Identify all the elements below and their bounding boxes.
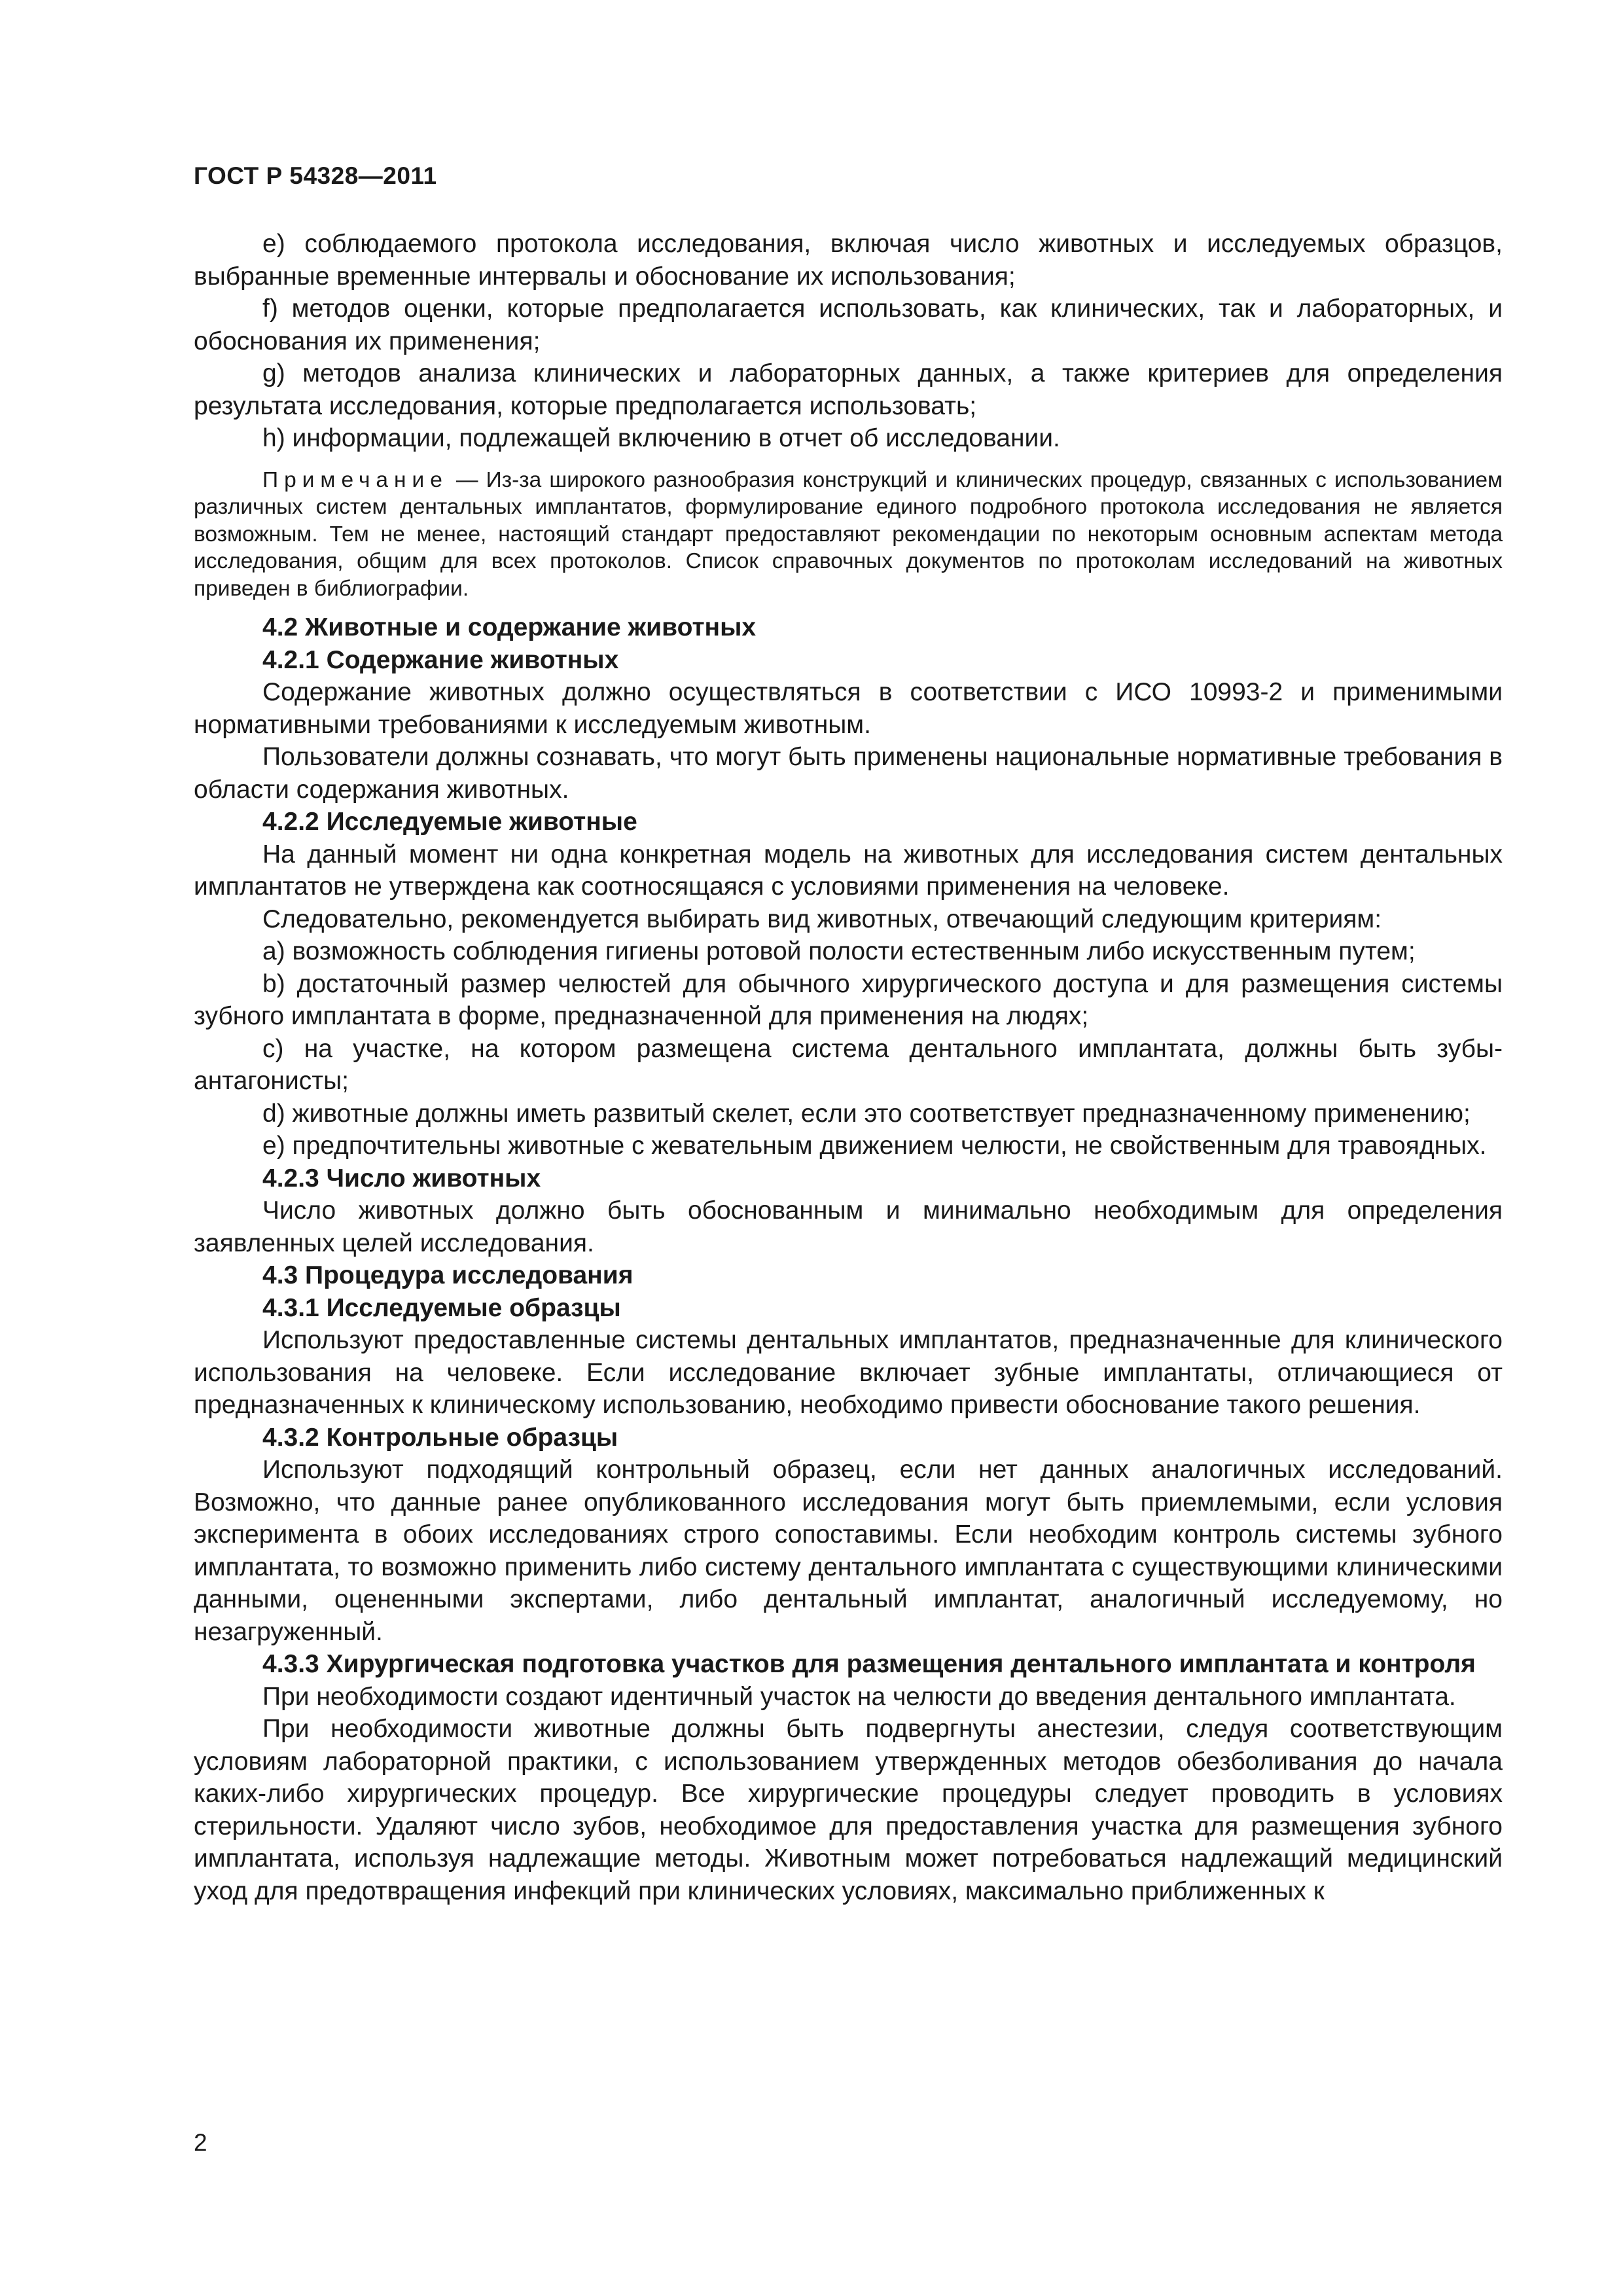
list-item-h: h) информации, подлежащей включению в отчет об исследовании. (262, 424, 1060, 452)
section-4-2-3-heading: 4.2.3 Число животных (262, 1164, 541, 1193)
list-item-g: g) методов анализа клинических и лабораторных данных, а также критериев для определения результата исследования, которые предполагается использовать; (194, 359, 1503, 420)
paragraph: Используют предоставленные системы дентальных имплантатов, предназначенные для клинического использования на человеке. Если исследование включает зубные имплантаты, отличающиеся от предназначенных к клиническому использованию, необходимо привести обоснование такого решения. (194, 1326, 1503, 1419)
paragraph: Число животных должно быть обоснованным и минимально необходимым для определения заявленных целей исследования. (194, 1196, 1503, 1257)
note-label: Примечание (262, 467, 448, 492)
section-4-2-2-heading: 4.2.2 Исследуемые животные (262, 808, 637, 836)
paragraph: При необходимости создают идентичный участок на челюсти до введения дентального имплантата. (262, 1682, 1456, 1711)
criteria-item-d: d) животные должны иметь развитый скелет, если это соответствует предназначенному применению; (262, 1099, 1471, 1128)
document-header: ГОСТ Р 54328—2011 (194, 162, 437, 189)
criteria-item-e: e) предпочтительны животные с жевательным движением челюсти, не свойственным для травоядных. (262, 1132, 1487, 1160)
section-4-2-1-heading: 4.2.1 Содержание животных (262, 645, 619, 674)
note-text: — Из-за широкого разнообразия конструкций и клинических процедур, связанных с использованием различных систем дентальных имплантатов, формулирование единого подробного протокола исследования не является возможным. Тем не менее, настоящий стандарт предоставляют рекомендации по некоторым основным аспектам метода исследования, общим для всех протоколов. Список справочных документов по протоколам исследований на животных приведен в библиографии. (194, 467, 1503, 601)
section-4-3-3-heading: 4.3.3 Хирургическая подготовка участков для размещения дентального имплантата и контроля (262, 1650, 1476, 1678)
criteria-item-c: c) на участке, на котором размещена система дентального имплантата, должны быть зубы-антагонисты; (194, 1034, 1503, 1095)
note-paragraph (194, 467, 1503, 603)
section-4-3-2-heading: 4.3.2 Контрольные образцы (262, 1423, 618, 1452)
page-number: 2 (194, 2129, 207, 2156)
paragraph: Используют подходящий контрольный образец, если нет данных аналогичных исследований. Возможно, что данные ранее опубликованного исследования могут быть приемлемыми, если условия эксперимента в обоих исследованиях строго сопоставимы. Если необходим контроль системы зубного имплантата, то возможно применить либо систему дентального имплантата с существующими клиническими данными, оцененными экспертами, либо дентальный имплантат, аналогичный исследуемому, но незагруженный. (194, 1456, 1503, 1646)
paragraph: На данный момент ни одна конкретная модель на животных для исследования систем дентальных имплантатов не утверждена как соотносящаяся с условиями применения на человеке. (194, 840, 1503, 901)
paragraph: Содержание животных должно осуществляться в соответствии с ИСО 10993-2 и применимыми нормативными требованиями к исследуемым животным. (194, 678, 1503, 739)
page-body (194, 228, 1503, 1907)
section-4-3-heading: 4.3 Процедура исследования (262, 1261, 633, 1289)
list-item-f: f) методов оценки, которые предполагается использовать, как клинических, так и лабораторных, и обоснования их применения; (194, 295, 1503, 355)
paragraph: Пользователи должны сознавать, что могут быть применены национальные нормативные требования в области содержания животных. (194, 743, 1503, 804)
paragraph: При необходимости животные должны быть подвергнуты анестезии, следуя соответствующим условиям лабораторной практики, с использованием утвержденных методов обезболивания до начала каких-либо хирургических процедур. Все хирургические процедуры следует проводить в условиях стерильности. Удаляют число зубов, необходимое для предоставления участка для размещения зубного имплантата, используя надлежащие методы. Животным может потребоваться надлежащий медицинский уход для предотвращения инфекций при клинических условиях, максимально приближенных к (194, 1715, 1503, 1905)
criteria-item-b: b) достаточный размер челюстей для обычного хирургического доступа и для размещения системы зубного имплантата в форме, предназначенной для применения на людях; (194, 969, 1503, 1030)
section-4-3-1-heading: 4.3.1 Исследуемые образцы (262, 1293, 621, 1322)
paragraph: Следовательно, рекомендуется выбирать вид животных, отвечающий следующим критериям: (262, 905, 1382, 933)
criteria-item-a: a) возможность соблюдения гигиены ротовой полости естественным либо искусственным путем; (262, 937, 1416, 965)
list-item-e: e) соблюдаемого протокола исследования, включая число животных и исследуемых образцов, выбранные временные интервалы и обоснование их использования; (194, 230, 1503, 291)
section-4-2-heading: 4.2 Животные и содержание животных (262, 613, 757, 641)
